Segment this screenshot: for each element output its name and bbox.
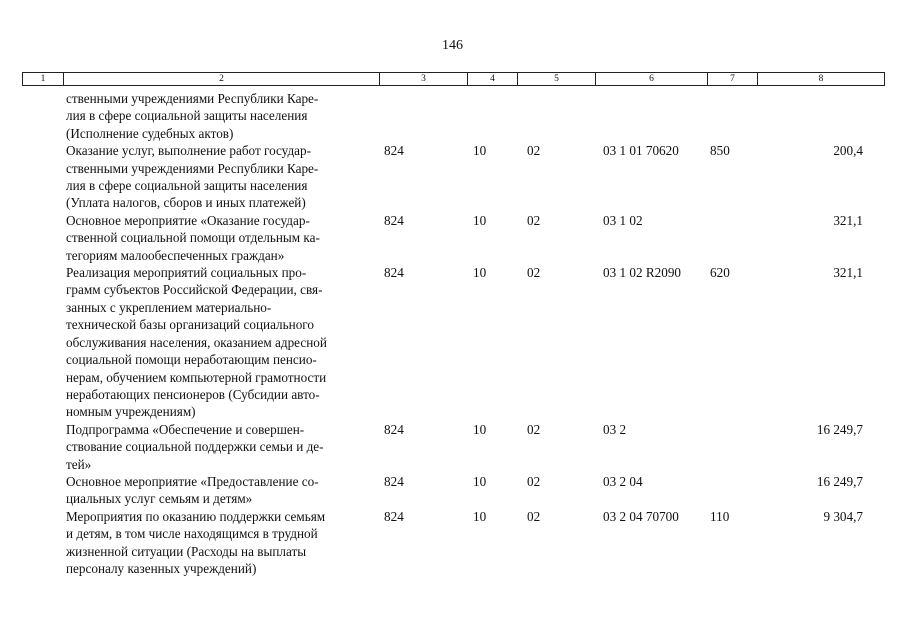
description-line: занных с укреплением материально- [66, 299, 272, 315]
section-code: 10 [473, 143, 487, 159]
ministry-code: 824 [384, 212, 404, 228]
ministry-code: 824 [384, 143, 404, 159]
description-line: Реализация мероприятий социальных про- [66, 265, 307, 281]
ministry-code: 824 [384, 265, 404, 281]
subsection-code: 02 [527, 508, 541, 524]
budget-table-body [22, 90, 885, 577]
table-row [22, 142, 885, 212]
expense-type-code: 110 [710, 508, 730, 524]
description-line: ственной социальной помощи отдельным ка- [66, 230, 320, 246]
table-row [22, 421, 885, 473]
table-row [22, 264, 885, 421]
row-description [66, 508, 378, 578]
description-line: обслуживания населения, оказанием адресной [66, 334, 327, 350]
section-code: 10 [473, 508, 487, 524]
ministry-code: 824 [384, 473, 404, 489]
description-line: Подпрограмма «Обеспечение и совершен- [66, 421, 305, 437]
ministry-code: 824 [384, 421, 404, 437]
description-line: ствование социальной поддержки семьи и де- [66, 439, 324, 455]
description-line: неработающих пенсионеров (Субсидии авто- [66, 386, 320, 402]
description-line: (Уплата налогов, сборов и иных платежей) [66, 195, 306, 211]
section-code: 10 [473, 265, 487, 281]
description-line: и детям, в том числе находящимся в трудной [66, 526, 318, 542]
amount: 321,1 [833, 212, 863, 228]
ministry-code: 824 [384, 508, 404, 524]
description-line: (Исполнение судебных актов) [66, 125, 234, 141]
header-col-2: 2 [63, 73, 379, 85]
subsection-code: 02 [527, 265, 541, 281]
description-line: лия в сфере социальной защиты населения [66, 178, 308, 194]
header-col-3: 3 [379, 73, 467, 85]
expense-type-code: 850 [710, 143, 730, 159]
row-description [66, 264, 378, 421]
subsection-code: 02 [527, 473, 541, 489]
table-row [22, 90, 885, 142]
amount: 200,4 [833, 143, 863, 159]
row-description [66, 142, 378, 212]
target-article-code: 03 2 04 [603, 473, 643, 489]
description-line: тегориям малообеспеченных граждан» [66, 247, 285, 263]
description-line: жизненной ситуации (Расходы на выплаты [66, 543, 307, 559]
page-number: 146 [442, 38, 463, 53]
section-code: 10 [473, 212, 487, 228]
column-number-header [22, 72, 885, 86]
row-description [66, 473, 378, 508]
description-line: ственными учреждениями Республики Каре- [66, 160, 319, 176]
table-row [22, 508, 885, 578]
amount: 16 249,7 [816, 421, 863, 437]
target-article-code: 03 1 01 70620 [603, 143, 679, 159]
target-article-code: 03 1 02 R2090 [603, 265, 682, 281]
section-code: 10 [473, 473, 487, 489]
subsection-code: 02 [527, 143, 541, 159]
description-line: социальной помощи неработающим пенсио- [66, 352, 317, 368]
target-article-code: 03 1 02 [603, 212, 643, 228]
description-line: циальных услуг семьям и детям» [66, 491, 253, 507]
description-line: лия в сфере социальной защиты населения [66, 108, 308, 124]
row-description [66, 212, 378, 264]
description-line: тей» [66, 456, 92, 472]
row-description [66, 90, 378, 142]
description-line: ственными учреждениями Республики Каре- [66, 91, 319, 106]
header-col-7: 7 [707, 73, 757, 85]
description-line: Основное мероприятие «Оказание государ- [66, 212, 310, 228]
subsection-code: 02 [527, 421, 541, 437]
amount: 16 249,7 [816, 473, 863, 489]
amount: 9 304,7 [823, 508, 863, 524]
header-col-1: 1 [40, 74, 46, 84]
description-line: номным учреждениям) [66, 404, 196, 420]
description-line: технической базы организаций социального [66, 317, 314, 333]
description-line: Оказание услуг, выполнение работ государ- [66, 143, 311, 159]
header-col-5: 5 [517, 73, 595, 85]
header-col-6: 6 [595, 73, 707, 85]
subsection-code: 02 [527, 212, 541, 228]
header-col-8: 8 [757, 73, 884, 85]
amount: 321,1 [833, 265, 863, 281]
description-line: Основное мероприятие «Предоставление со- [66, 473, 319, 489]
expense-type-code: 620 [710, 265, 730, 281]
row-description [66, 421, 378, 473]
table-row [22, 212, 885, 264]
description-line: грамм субъектов Российской Федерации, свя- [66, 282, 323, 298]
target-article-code: 03 2 [603, 421, 627, 437]
target-article-code: 03 2 04 70700 [603, 508, 679, 524]
table-row [22, 473, 885, 508]
description-line: персоналу казенных учреждений) [66, 560, 257, 576]
header-col-4: 4 [467, 73, 517, 85]
section-code: 10 [473, 421, 487, 437]
description-line: нерам, обучением компьютерной грамотности [66, 369, 327, 385]
description-line: Мероприятия по оказанию поддержки семьям [66, 508, 326, 524]
